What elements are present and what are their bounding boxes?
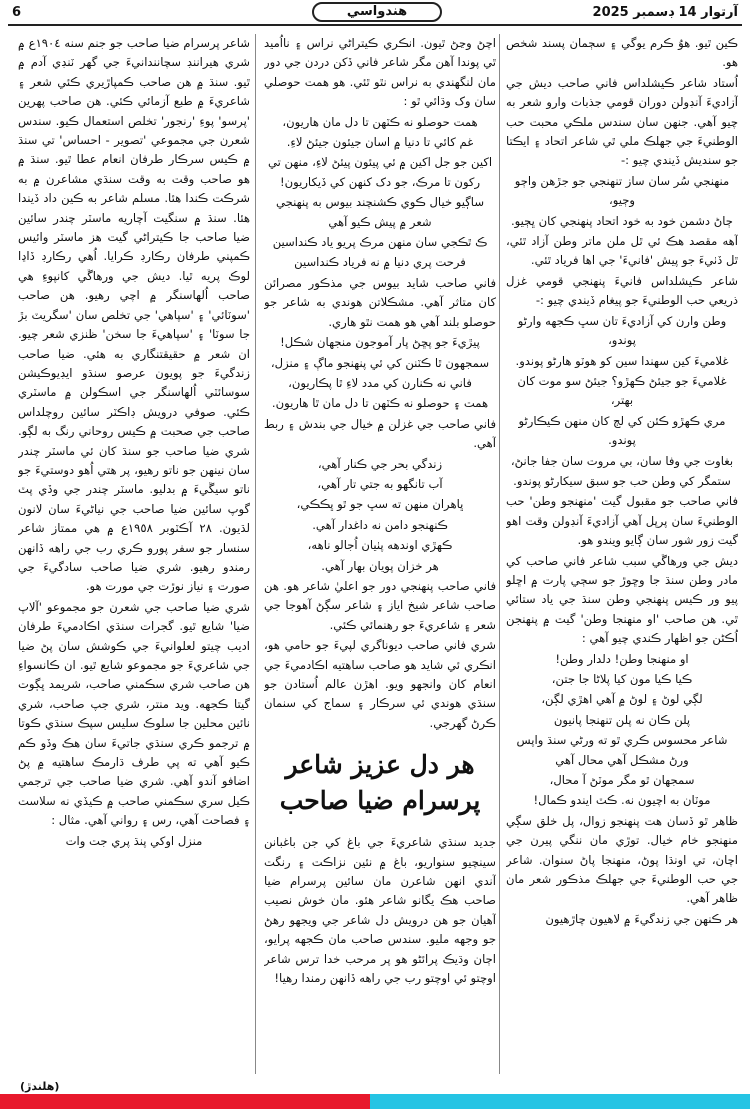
column-divider xyxy=(255,34,256,1074)
footer-bar-red xyxy=(0,1094,370,1109)
verse-line: ستمگر کي وطن حب جو سبق سيکارڻو پوندو. xyxy=(513,473,731,488)
verse-line: بغاوت جي وفا سان، بي مروت سان جفا جانڻ، xyxy=(510,453,734,468)
verse-line: ڪيا ڪيا مون کيا پلاڻا جا جتن، xyxy=(551,672,693,686)
paragraph: جديد سنڌي شاعريءَ جي باغ کي جن باغبانن سينچيو سنواريو، باغ ۾ نئين نزاڪت ۽ رنگت آندي انهن شاعرن مان سائين پرسرام ضيا صاحب هڪ يگانو شاعر هئو. مان خوش نصيب آهيان جو هن درويش دل شاعر جي ويجهو رهڻ جو وجهه مليو. سندس صاحب مان ڪجهه پرايو، اڄان وڌيڪ پرائڻو هو پر مرحب خدا ترس شاعر اوچتو ئي اوچتو رب جي راهه ڏانهن رمندا رهيا! xyxy=(264,835,496,986)
verse-line: مري ڪهڙو ڪئن کي لڄ کان منهن ڪيڪارڻو پوندو. xyxy=(518,413,726,448)
publication-logo: هندواسي xyxy=(312,2,442,22)
footer-bar-cyan xyxy=(370,1094,750,1109)
paragraph: شري فاني صاحب ديوناگري لپيءَ جو حامي هو، انڪري ئي شايد هو صاحب ساهتيه اڪادميءَ جي انعام کان وانجهو ويو. اهڙن عالم اُستادن جو سنڌي هوندي ئي سرڪار ۽ سماج کي سنمان ڪرڻ گهرجي. xyxy=(264,638,496,730)
verse-line: وطن وارن کي آزاديءَ تان سڀ ڪجهه وارڻو پوندو، xyxy=(517,313,727,348)
article-column-left xyxy=(18,34,250,1074)
verse-line: لڳي لوڻ ۽ لوڻ ۾ آهي اهڙي لڳن، xyxy=(541,692,703,707)
verse-line: ڪهڙي اوندهه پٺيان اُجالو ناهه، xyxy=(307,538,453,553)
verse-line: فرحت پري دنيا ۾ نه فرياد ڪنداسين xyxy=(294,255,466,270)
masthead xyxy=(0,0,750,26)
verse-line: غم کائي تا دنيا ۾ اسان جيئون جيئڻ لاءِ. xyxy=(286,135,474,150)
verse-line: ڀاهران منهن ته سڀ جو ٿو ڀڪڪي، xyxy=(296,497,464,512)
verse-line: منزل اوکي پنڌ پري جت وات xyxy=(65,833,203,848)
paragraph: ظاهر ٿو ڏسان هت پنهنجو زوال، پل خلق سڳي منهنجو خام خيال. توڙي مان ننگي پيرن جي اچان، تي اونڌا پوڻ، منهنجا پاڻ سنوان. شاعر جي حب الوطنيءَ جي جهلڪ مذڪور شعر مان ظاهر آهي. xyxy=(506,813,738,906)
verse-line: ڄاڻ دشمن خود به خود اتحاد پنهنجي کان ڀڄيو. xyxy=(511,213,733,228)
verse-line: پيڙيءَ جو پڇڻ پار آموجون منجهان شڪل! xyxy=(280,335,480,350)
paragraph: فاني صاحب شايد بيوس جي مذڪور مصرائن کان متاثر آهي. مشڪلاتن هوندي به شاعر جو حوصلو بلند آهي هو همت نٿو هاري. xyxy=(264,275,496,329)
verse-line: فاني نه ڪنارن کي مدد لاءِ ٿا پڪاريون، xyxy=(288,375,472,390)
paragraph: فاني صاحب جي غزلن ۾ خيال جي بندش ۽ ربط آهي. xyxy=(264,416,496,451)
verse-line: غلاميءَ کين سهندا سين کو هوٽو هارڻو پوندو. xyxy=(515,353,729,368)
paragraph: شري ضيا صاحب جي شعرن جو مجموعو 'آلاپ ضيا' شايع ٿيو. گجرات سنڌي اڪادميءَ طرفان اديب چيتو لعلوانيءَ جي ڪوشش سان پڻ ضيا جي شاعريءَ جو مجموعو شايع ٿيو. ان ڪانسواءِ هن صاحب شري سڪمني صاحب، شريمد ڀڳوت گيتا ڪجهه. ويد منتر، شري جپ صاحب، شري نائين محلين جا سلوڪ سليس سپڪ سنڌي ڪوتا ۾ ترجمو ڪري سنڌي جاتيءَ سان هڪ وڏو ڪم ڪيو آهي ته پي طرف ڌارمڪ ساهتيه ۾ پڻ اضافو آندو آهي. شري ضيا صاحب جي ترجمي ڪيل سري سڪمني صاحب ۾ ڪيڏي نه سلاست ۽ فصاحت آهي، رس ۽ رواني آهي. مثال : xyxy=(18,599,250,828)
verse-line: سمجهان ٿو مگر موٽڻ آ محال، xyxy=(549,773,695,788)
article-column-middle xyxy=(264,34,496,1074)
article-column-right xyxy=(506,34,738,1074)
continued-note: (هلندڙ) xyxy=(20,1080,60,1093)
column-divider xyxy=(499,34,500,1074)
paragraph: هر ڪنهن جي زندگيءَ ۾ لاهيون چاڙهيون xyxy=(545,911,738,926)
paragraph: شاعر ڪيشلداس فانيءَ پنهنجي قومي غزل ذريعي حب الوطنيءَ جو پيغام ڏيندي چيو :- xyxy=(506,273,738,308)
issue-date: آرتوار 14 ڊسمبر 2025 xyxy=(592,5,738,20)
verse-line: غلاميءَ جو جيئڻ ڪهڙو؟ جيئڻ سو موت کان بهتر، xyxy=(517,373,727,408)
verse-line: ڪنهنجو دامن نه داغدار آهي. xyxy=(312,517,448,532)
verse-line: پلن ڪان نه پلن تنهنجا پانيون xyxy=(553,712,691,727)
paragraph: ڪين ٿيو. هوُ ڪرم يوگي ۽ سڄمان پسند شخص هو. xyxy=(506,36,738,70)
verse-line: شاعر محسوس ڪري ٿو ته ورڻي سنڌ واپس ورڻ مشڪل آهي محال آهي xyxy=(516,733,728,767)
header-rule xyxy=(8,24,742,26)
verse-line: ساڳيو خيال ڪوي ڪشنچند بيوس به پنهنجي شعر ۾ پيش ڪيو آهي xyxy=(275,195,485,229)
paragraph: فاني صاحب پنهنجي دور جو اعليٰ شاعر هو. هن صاحب شاعر شيخ اياز ۽ شاعر سڳڻ آهوجا جي شعر ۽ شاعريءَ جو رهنمائي ڪئي. xyxy=(264,578,496,632)
verse-line: اکين جو جل اکين ۾ ئي پيئون پيئڻ لاءِ، منهن تي رکون تا مرڪ، جو دک کنهن کي ڏيکاريون! xyxy=(267,155,493,189)
paragraph: اُستاد شاعر ڪيشلداس فاني صاحب ديش جي آزاديءَ آنڊولن دوران قومي جذبات وارو شعر به چيو آهي. جنهن سان سندس ملڪي محبت حب الوطنيءَ جي جهلڪ ملي ٿي شاعر اتحاد ۽ ايڪتا جو سنديش ڏيندي چيو :- xyxy=(506,75,738,168)
article-headline: هر دل عزيز شاعر پرسرام ضيا صاحب xyxy=(279,750,481,816)
verse-line: همت حوصلو نه ڪٽهن تا دل مان هاريون، xyxy=(282,114,478,129)
paragraph: ديش جي ورهاڱي سبب شاعر فاني صاحب کي مادر وطن سنڌ جا وڇوڙ جو سڄي پارت ۾ اڇلو پيو ور ڪيس پنهنجي وطن سنڌ جي ياد ستائي ٿي. هن صاحب 'او منهنجا وطن' گيت ۾ پنهنجن اُڪڻن جو اظهار ڪندي چيو آهي : xyxy=(506,553,738,646)
verse-line: آب تانگهو به جتي تار آهي، xyxy=(317,476,443,491)
verse-line: منهنجي سُر سان ساز تنهنجي جو جڙهن واڄو وڄيو، xyxy=(514,173,730,208)
verse-line: هر خزان پويان بهار آهي. xyxy=(321,558,439,573)
verse-line: سمجهون ٿا ڪٽنن کي ئي پنهنجو ماڳ ۽ منزل، xyxy=(270,355,490,370)
verse-line: زندگي بحر جي ڪنار آهي، xyxy=(317,456,443,471)
page-number: 6 xyxy=(12,5,22,20)
verse-line: او منهنجا وطن! دلدار وطن! xyxy=(555,651,689,666)
paragraph: شاعر پرسرام ضيا صاحب جو جنم سنه ١٩٠٤ع ۾ شري هيراننڊ سچانندانيءَ جي گهر ٽنڊي آدم ۾ ٿيو. سنڌ ۾ هن صاحب ڪمپاڙيري ڪئي شعر ۽ شاعريءَ ۾ طبع آزمائي ڪئي. هن صاحب پهرين 'پرسو' پوءِ 'رنجور' تخلص استعمال ڪيو. سندس شعرن جي مجموعي 'تصوير - احساس' تي سنڌ ۾ ڪيس سرڪار طرفان انعام عطا ٿيو. سنڌ ۾ هو صاحب وقت به وقت سنڌي مشاعرن ۾ به شرڪت ڪندا هئا. مسلم شاعر به ڪين داد ڏيندا هئا. سنڌ ۾ سنگيت آچاريه ماسٽر چندر سائين ضيا صاحب جا ڪيتراڻي گيت هز ماسٽر وائيس ڪمپني طرفان رڪارڊ ڪرايا. اُهي رڪارڊ ڏاڍا لوڪ پريه ٿيا. ديش جي ورهاڱي کانپوءِ هي صاحب اُلهاسنگر ۾ اچي رهيو. هن صاحب 'سوٽائي' ۽ 'سپاهي' جي تخلص سان 'سگريٽ بڙ جا سوٽا' ۽ 'سپاهيءَ جا سخن' ظنزي شعر چيو. ان شعر ۾ حقيقتنگاري به هئي. ضيا صاحب زندگيءَ جو پويون عرصو سنڌو ايڊيوڪيشن سوسائٽي اُلهاسنگر جي اسڪولن ۾ ماسٽري ڪئي. صوفي درويش ڊاڪٽر سائين روچلداس صاحب جي صحبت ۾ ڪيس روحاني رنگ به لڳو. شري ضيا صاحب جو سنڌ کان ئي ماسٽر چندر سان نينهن جو ناتو رهيو، پر هتي اُهو دوستيءَ جو ناتو سيڱيءَ ۾ بدليو. ماسٽر چندر جي وڏي پٽ گوپ سائين ضيا صاحب جي نياڻيءَ سان لانون لڌيون. ٢٨ آڪٽوبر ١٩٥٨ع ۾ هي ممتاز شاعر سنسار جو سفر پورو ڪري رب جي راهه ڏانهن رمندو رهيو. شري ضيا صاحب سادگيءَ جي صورت ۽ نياز نوڙت جي مورت هو. xyxy=(18,36,250,594)
verse-line: موٽان به اچيون نه. ڪٽ ايندو ڪمال! xyxy=(533,793,711,808)
paragraph: آهه مقصد هڪ ئي ٿل ملن ماتر وطن آزاد ٿئي، ٿل ڏٺيءَ جو پيش 'فانيءَ' جي اها فرياد ٿئي. xyxy=(506,234,738,268)
paragraph: فاني صاحب جو مقبول گيت 'منهنجو وطن' حب الوطنيءَ سان پرپل آهي آزاديءَ آنڊولن وقت اهو گيت زور شور سان ڳايو ويندو هو. xyxy=(506,494,738,548)
paragraph: اچڻ وڃڻ ٿيون. انڪري ڪيتراڻي نراس ۽ نااُميد ٿي پوندا آهن مگر شاعر فاني ڏکن دردن جي دور مان لنگهندي به نراس نٿو ٿئي. هو همت حوصلي سان وک وڌائي ٿو : xyxy=(264,36,496,109)
verse-line: همت ۽ حوصلو نه ڪٽهن تا دل مان ٿا هاريون. xyxy=(271,396,489,411)
verse-line: ڪ ٿڪجي سان منهن مرڪ پريو ياد ڪنداسين xyxy=(272,235,488,250)
